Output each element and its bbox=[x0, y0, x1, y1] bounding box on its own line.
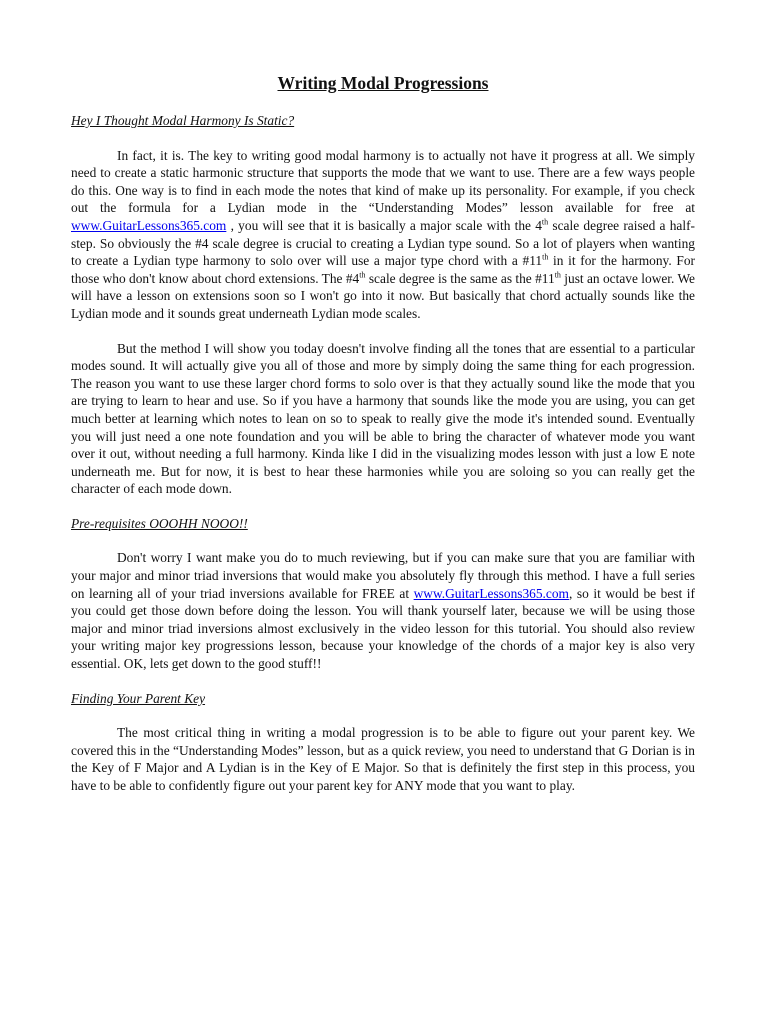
document-page bbox=[71, 72, 695, 812]
section-heading-modal-harmony: Hey I Thought Modal Harmony Is Static? bbox=[71, 113, 295, 128]
guitarlessons365-link[interactable]: www.GuitarLessons365.com bbox=[71, 217, 227, 233]
superscript-ordinal: th bbox=[542, 252, 549, 262]
paragraph-prerequisites bbox=[71, 549, 695, 672]
superscript-ordinal: th bbox=[541, 217, 549, 227]
paragraph-text: , so it would be best if you could get those down before doing the lesson. You will thank yourself later, because we will be using those major and minor triad inversions almost exclusively in the video lesson for this tutorial. You should also review your writing major key progressions lesson, because your knowledge of the chords of a major key is also very essential. OK, lets get down to the good stuff!! bbox=[71, 585, 695, 672]
paragraph-text: just an octave lower. We will have a lesson on extensions soon so I won't go into it now. But basically that chord actually sounds like the Lydian mode and it sounds great underneath Lydian mode scales. bbox=[71, 270, 695, 321]
superscript-ordinal: th bbox=[554, 270, 561, 280]
superscript-ordinal: th bbox=[359, 270, 366, 280]
paragraph-parent-key: The most critical thing in writing a modal progression is to be able to figure out your parent key. We covered this in the “Understanding Modes” lesson, but as a quick review, you need to understand that G Dorian is in the Key of F Major and A Lydian is in the Key of E Major. So that is definitely the first step in this process, you have to be able to confidently figure out your parent key for ANY mode that you want to play. bbox=[71, 725, 695, 793]
paragraph-method: But the method I will show you today doesn't involve finding all the tones that are essential to a particular modes sound. It will actually give you all of those and more by simply doing the same thing for each progression. The reason you want to use these larger chord forms to solo over is that they actually sound like the mode that you are trying to learn to hear and use. So if you have a harmony that sounds like the mode you are using, you can get much better at learning which notes to lean on so to speak to really give the mode it's intended sound. Eventually you will just need a one note foundation and you will be able to bring the character of whatever mode you want over it out, without needing a full harmony. Kinda like I did in the visualizing modes lesson with just a low E note underneath me. But for now, it is best to hear these harmonies while you are soloing so you can really get the character of each mode down. bbox=[71, 340, 695, 497]
paragraph-text: , you will see that it is basically a major scale with the 4 bbox=[226, 217, 542, 233]
paragraph-text: Don't worry I want make you do to much reviewing, but if you can make sure that you are familiar with your major and minor triad inversions that would make you absolutely fly through this method. I have a full series on learning all of your triad inversions available for FREE at bbox=[71, 550, 695, 601]
guitarlessons365-link[interactable]: www.GuitarLessons365.com bbox=[413, 585, 569, 601]
paragraph-text: In fact, it is. The key to writing good modal harmony is to actually not have it progress at all. We simply need to create a static harmonic structure that supports the mode that we want to use. There are a few ways people do this. One way is to find in each mode the notes that kind of make up its personality. For example, if you check out the formula for a Lydian mode in the “Understanding Modes” lesson available for free at bbox=[71, 147, 695, 216]
paragraph-text: scale degree is the same as the #11 bbox=[365, 270, 555, 286]
section-heading-prerequisites: Pre-requisites OOOHH NOOO!! bbox=[71, 515, 248, 531]
paragraph-lydian-example bbox=[71, 147, 695, 323]
paragraph-text: in it for the harmony. For those who don't know about chord extensions. The #4 bbox=[71, 253, 695, 286]
section-heading-parent-key: Finding Your Parent Key bbox=[71, 690, 206, 706]
document-title: Writing Modal Progressions bbox=[277, 73, 489, 93]
paragraph-text: scale degree raised a half-step. So obviously the #4 scale degree is crucial to creating a Lydian type sound. So a lot of players when wanting to create a Lydian type harmony to solo over will use a major type chord with a #11 bbox=[71, 217, 695, 269]
